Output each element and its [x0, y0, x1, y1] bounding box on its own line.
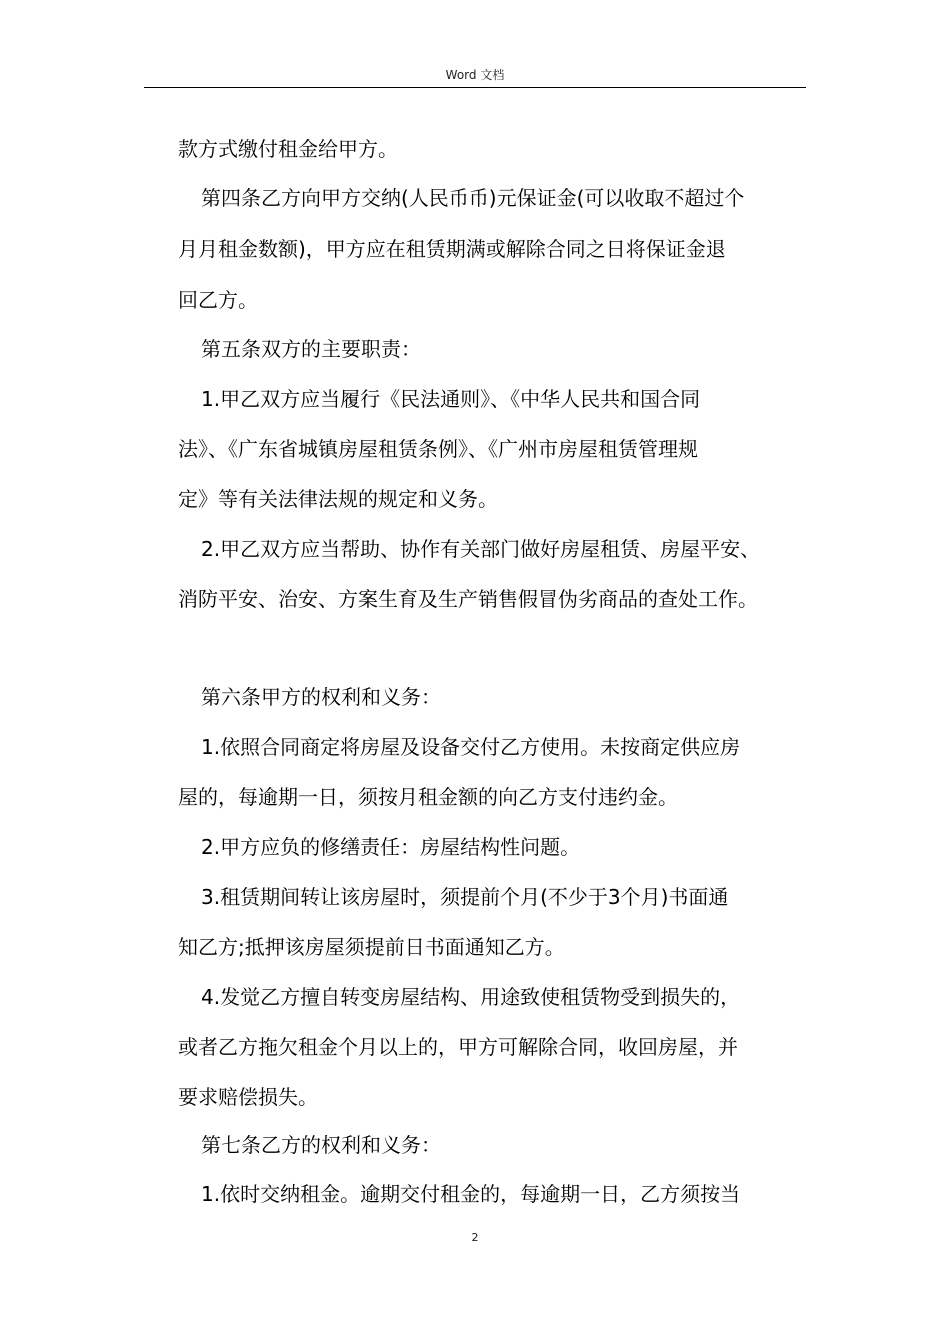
body-line: 定》等有关法律法规的规定和义务。 — [178, 487, 498, 511]
body-line: 3.租赁期间转让该房屋时，须提前个月(不少于3个月)书面通 — [201, 885, 729, 909]
body-line: 要求赔偿损失。 — [178, 1085, 318, 1109]
body-line: 知乙方;抵押该房屋须提前日书面通知乙方。 — [178, 935, 565, 959]
body-line: 1.甲乙双方应当履行《民法通则》、《中华人民共和国合同 — [201, 387, 701, 411]
body-line: 1.依照合同商定将房屋及设备交付乙方使用。未按商定供应房 — [201, 735, 741, 759]
body-line: 法》、《广东省城镇房屋租赁条例》、《广州市房屋租赁管理规 — [178, 437, 698, 461]
body-line: 或者乙方拖欠租金个月以上的，甲方可解除合同，收回房屋，并 — [178, 1035, 738, 1059]
page-number: 2 — [471, 1231, 479, 1244]
body-line: 第五条双方的主要职责： — [201, 337, 421, 361]
body-line: 第七条乙方的权利和义务： — [201, 1133, 441, 1157]
body-line: 月月租金数额)，甲方应在租赁期满或解除合同之日将保证金退 — [178, 237, 726, 261]
body-line: 2.甲乙双方应当帮助、协作有关部门做好房屋租赁、房屋平安、 — [201, 537, 761, 561]
body-line: 款方式缴付租金给甲方。 — [178, 137, 398, 161]
body-line: 屋的，每逾期一日，须按月租金额的向乙方支付违约金。 — [178, 785, 678, 809]
body-line: 1.依时交纳租金。逾期交付租金的，每逾期一日，乙方须按当 — [201, 1182, 741, 1206]
body-line: 第四条乙方向甲方交纳(人民币币)元保证金(可以收取不超过个 — [201, 186, 745, 210]
body-line: 消防平安、治安、方案生育及生产销售假冒伪劣商品的查处工作。 — [178, 587, 758, 611]
body-line: 第六条甲方的权利和义务： — [201, 685, 441, 709]
page-header-title: Word 文档 — [445, 68, 505, 82]
header-divider — [144, 87, 806, 88]
body-line: 2.甲方应负的修缮责任：房屋结构性问题。 — [201, 835, 581, 859]
body-line: 4.发觉乙方擅自转变房屋结构、用途致使租赁物受到损失的， — [201, 985, 741, 1009]
body-line: 回乙方。 — [178, 288, 258, 312]
